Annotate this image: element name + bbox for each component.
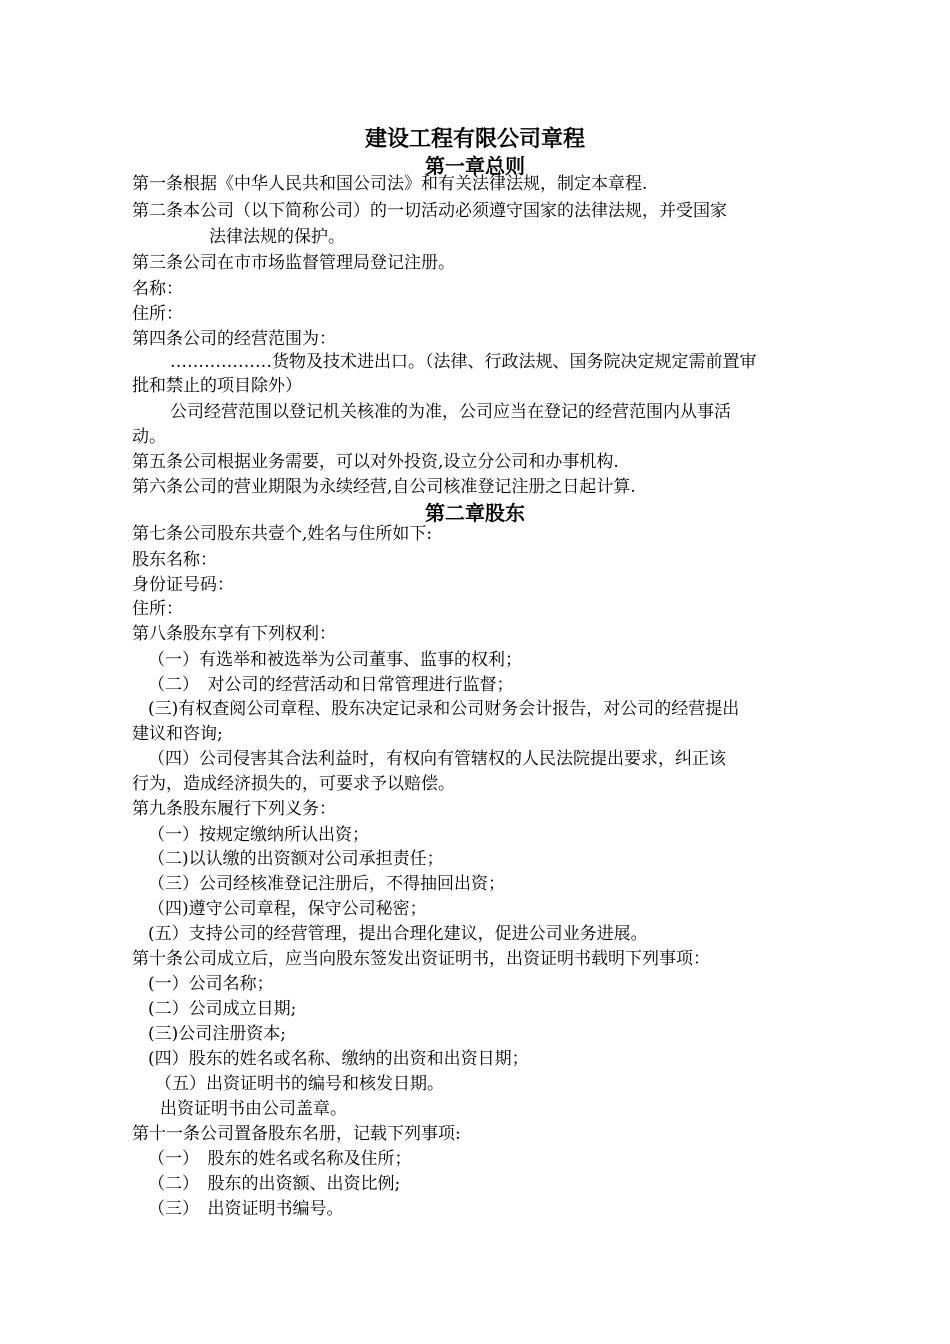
article-8: 第八条股东享有下列权利： [132, 624, 336, 644]
article-6: 第六条公司的营业期限为永续经营,自公司核准登记注册之日起计算. [132, 477, 636, 497]
field-shareholder-name: 股东名称： [132, 550, 217, 570]
certificate-item-5: （五）出资证明书的编号和核发日期。 [155, 1074, 444, 1094]
article-2-cont: 法律法规的保护。 [209, 227, 345, 247]
right-item-4-cont: 行为，造成经济损失的，可要求予以赔偿。 [132, 774, 455, 794]
article-10: 第十条公司成立后，应当向股东签发出资证明书，出资证明书载明下列事项： [132, 949, 710, 969]
chapter-heading-1: 第一章总则 [425, 154, 525, 178]
business-scope-note: 公司经营范围以登记机关核准的为准，公司应当在登记的经营范围内从事活 [170, 402, 731, 422]
article-2: 第二条本公司（以下简称公司）的一切活动必须遵守国家的法律法规，并受国家 [132, 201, 727, 221]
article-11: 第十一条公司置备股东名册，记载下列事项: [132, 1124, 461, 1144]
business-scope: ………………货物及技术进出口。（法律、行政法规、国务院决定规定需前置审 [170, 352, 757, 372]
field-id-number: 身份证号码： [132, 575, 234, 595]
duty-item-1: （一）按规定缴纳所认出资； [148, 825, 369, 845]
right-item-3: (三)有权查阅公司章程、股东决定记录和公司财务会计报告，对公司的经营提出 [148, 699, 740, 719]
chapter-heading-2: 第二章股东 [425, 501, 525, 525]
right-item-1: （一）有选举和被选举为公司董事、监事的权利； [148, 650, 522, 670]
field-shareholder-address: 住所： [132, 599, 183, 619]
field-name: 名称： [132, 279, 183, 299]
business-scope-cont: 批和禁止的项目除外） [132, 376, 302, 396]
right-item-4: （四）公司侵害其合法利益时，有权向有管辖权的人民法院提出要求，纠正该 [148, 749, 726, 769]
certificate-seal-note: 出资证明书由公司盖章。 [160, 1099, 347, 1119]
article-4: 第四条公司的经营范围为： [132, 329, 336, 349]
duty-item-5: (五）支持公司的经营管理，提出合理化建议，促进公司业务进展。 [148, 924, 648, 944]
article-5: 第五条公司根据业务需要，可以对外投资,设立分公司和办事机构. [132, 452, 619, 472]
duty-item-2: （二)以认缴的出资额对公司承担责任； [148, 849, 444, 869]
article-1: 第一条根据《中华人民共和国公司法》和有关法律法规，制定本章程. [132, 174, 648, 194]
register-item-3: （三） 出资证明书编号。 [148, 1199, 344, 1219]
certificate-item-4: (四）股东的姓名或名称、缴纳的出资和出资日期； [148, 1049, 529, 1069]
register-item-1: （一） 股东的姓名或名称及住所； [148, 1149, 412, 1169]
article-9: 第九条股东履行下列义务： [132, 799, 336, 819]
article-7: 第七条公司股东共壹个,姓名与住所如下: [132, 524, 433, 544]
certificate-item-3: (三)公司注册资本; [148, 1024, 286, 1044]
article-3: 第三条公司在市市场监督管理局登记注册。 [132, 253, 455, 273]
duty-item-3: （三）公司经核准登记注册后，不得抽回出资； [148, 874, 505, 894]
right-item-2: （二） 对公司的经营活动和日常管理进行监督； [148, 675, 514, 695]
certificate-item-1: (一）公司名称； [148, 974, 274, 994]
right-item-3-cont: 建议和咨询; [132, 724, 223, 744]
field-address: 住所： [132, 304, 183, 324]
document-title: 建设工程有限公司章程 [364, 127, 585, 152]
register-item-2: （二） 股东的出资额、出资比例; [148, 1174, 401, 1194]
business-scope-note-cont: 动。 [132, 427, 166, 447]
duty-item-4: （四)遵守公司章程，保守公司秘密； [148, 899, 427, 919]
certificate-item-2: (二）公司成立日期; [148, 999, 297, 1019]
